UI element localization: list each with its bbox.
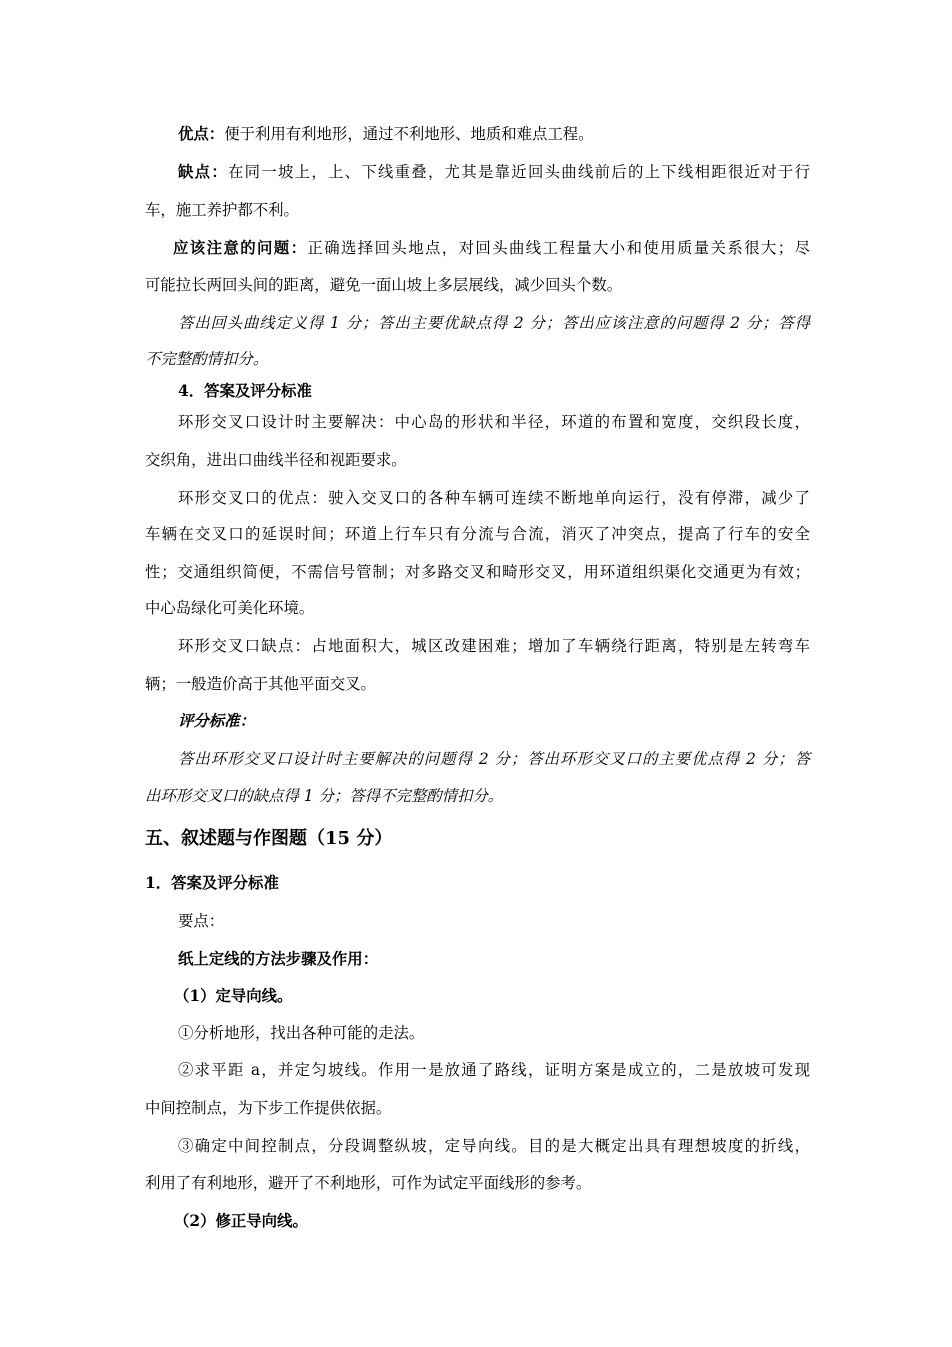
- scoring-note-4-line2: 出环形交叉口的缺点得 1 分；答得不完整酌情扣分。: [145, 787, 504, 805]
- paper-location-heading: 纸上定线的方法步骤及作用：: [178, 950, 379, 968]
- paragraph-attention-line2: 可能拉长两回头间的距离，避免一面山坡上多层展线，减少回头个数。: [145, 276, 623, 294]
- section-5-heading: 五、叙述题与作图题（15 分）: [145, 828, 393, 849]
- roundabout-disadvantages-line2: 辆；一般造价高于其他平面交叉。: [145, 675, 376, 693]
- scoring-standard-label: 评分标准：: [178, 712, 255, 730]
- advantages-text: 便于利用有利地形，通过不利地形、地质和难点工程。: [224, 125, 594, 143]
- roundabout-advantages-line4: 中心岛绿化可美化环境。: [145, 599, 315, 617]
- roundabout-disadvantages-line1: 环形交叉口缺点：占地面积大，城区改建困难；增加了车辆绕行距离，特别是左转弯车: [178, 637, 810, 655]
- roundabout-advantages-line1: 环形交叉口的优点：驶入交叉口的各种车辆可连续不断地单向运行，没有停滞，减少了: [178, 489, 810, 507]
- paragraph-disadvantages-line2: 车，施工养护都不利。: [145, 201, 299, 219]
- paragraph-advantages: [178, 124, 810, 144]
- advantages-label: 优点：: [178, 125, 225, 143]
- attention-label: 应该注意的问题：: [173, 239, 308, 257]
- question-4-heading: 4．答案及评分标准: [178, 382, 312, 400]
- paragraph-attention-line1: [173, 238, 810, 258]
- roundabout-advantages-line2: 车辆在交叉口的延误时间；环道上行车只有分流与合流，消灭了冲突点，提高了行车的安全: [145, 525, 810, 543]
- attention-text: 正确选择回头地点，对回头曲线工程量大小和使用质量关系很大；尽: [307, 239, 810, 257]
- step-1-item-b-line1: ②求平距 a，并定匀坡线。作用一是放通了路线，证明方案是成立的，二是放坡可发现: [178, 1061, 810, 1079]
- step-1-heading: （1）定导向线。: [174, 987, 293, 1005]
- step-1-item-a: ①分析地形，找出各种可能的走法。: [178, 1024, 425, 1042]
- disadvantages-label: 缺点：: [178, 163, 228, 181]
- step-1-item-c-line1: ③确定中间控制点，分段调整纵坡，定导向线。目的是大概定出具有理想坡度的折线，: [178, 1137, 810, 1155]
- roundabout-design-line2: 交织角，进出口曲线半径和视距要求。: [145, 451, 407, 469]
- step-1-item-b-line2: 中间控制点，为下步工作提供依据。: [145, 1099, 392, 1117]
- scoring-note-3-line2: 不完整酌情扣分。: [145, 350, 269, 368]
- roundabout-design-line1: 环形交叉口设计时主要解决：中心岛的形状和半径，环道的布置和宽度，交织段长度，: [178, 413, 810, 431]
- scoring-note-4-line1: 答出环形交叉口设计时主要解决的问题得 2 分；答出环形交叉口的主要优点得 2 分；答: [178, 750, 810, 768]
- key-points-label: 要点：: [178, 912, 225, 930]
- disadvantages-text: 在同一坡上，上、下线重叠，尤其是靠近回头曲线前后的上下线相距很近对于行: [228, 163, 810, 181]
- scoring-note-3-line1: 答出回头曲线定义得 1 分；答出主要优缺点得 2 分；答出应该注意的问题得 2 分；答得: [178, 314, 810, 332]
- step-2-heading: （2）修正导向线。: [174, 1212, 308, 1230]
- step-1-item-c-line2: 利用了有利地形，避开了不利地形，可作为试定平面线形的参考。: [145, 1174, 592, 1192]
- paragraph-disadvantages-line1: [178, 162, 810, 182]
- question-1-heading: 1．答案及评分标准: [145, 874, 279, 892]
- roundabout-advantages-line3: 性；交通组织简便，不需信号管制；对多路交叉和畸形交叉，用环道组织渠化交通更为有效；: [145, 563, 810, 581]
